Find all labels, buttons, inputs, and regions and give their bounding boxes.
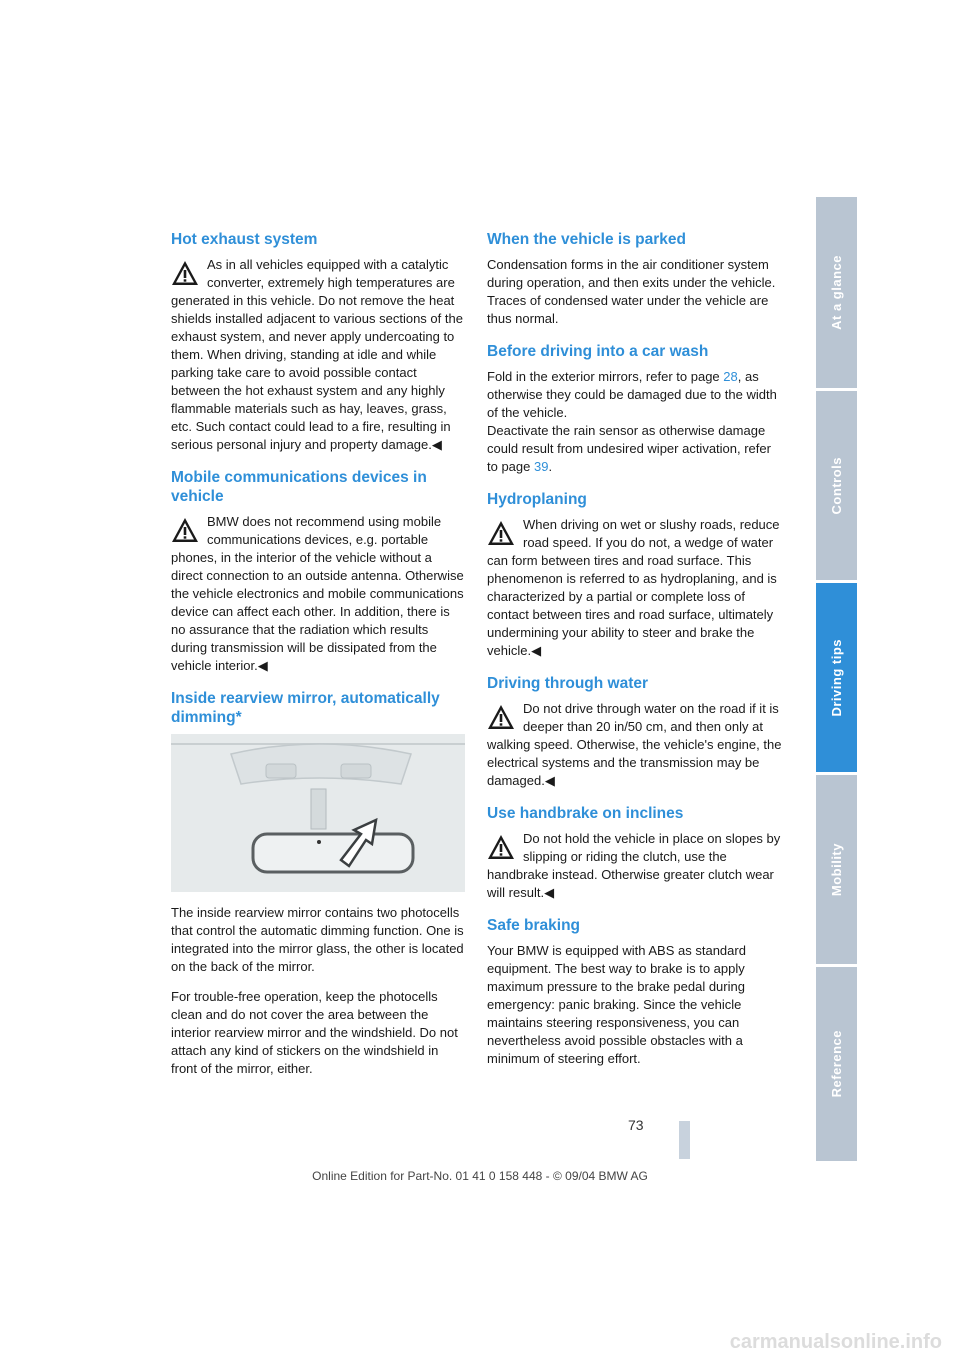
- text: Fold in the exterior mirrors, refer to page: [487, 369, 724, 384]
- footer-text: Online Edition for Part-No. 01 41 0 158 448 - © 09/04 BMW AG: [312, 1169, 648, 1183]
- warning-text: BMW does not recommend using mobile communications devices, e.g. portable phones, in the interior of the vehicle without a direct connection to an outside antenna. Otherwise the vehicle electronics and mobile communications device can affect each other. In addition, there is no assurance that the radiation which results during transmission will be dissipated from the vehicle interior.◀: [171, 514, 464, 673]
- page-link-28[interactable]: 28: [723, 369, 738, 384]
- section-title: Inside rearview mirror, automatically dimming*: [171, 690, 440, 726]
- section-title: Hot exhaust system: [171, 231, 318, 248]
- warning-icon: [487, 704, 515, 730]
- section-title: Mobile communications devices in vehicle: [171, 469, 427, 505]
- warning-icon: [171, 260, 199, 286]
- page-link-39[interactable]: 39: [534, 459, 549, 474]
- rearview-mirror-illustration: [171, 734, 465, 892]
- text: .: [548, 459, 553, 474]
- tab-label: Mobility: [829, 842, 844, 897]
- section-vehicle-parked: [487, 230, 783, 328]
- tab-reference[interactable]: [816, 967, 857, 1161]
- warning-icon: [171, 517, 199, 543]
- section-title: Driving through water: [487, 675, 649, 692]
- section-car-wash: [487, 342, 783, 476]
- paragraph: Your BMW is equipped with ABS as standard equipment. The best way to brake is to apply maximum pressure to the brake pedal during emergency: panic braking. Since the vehicle maintains steering responsiveness, you can nevertheless avoid possible obstacles with a minimum of steering effort.: [487, 943, 746, 1066]
- mirror-drawing: [171, 734, 465, 892]
- tab-label: At a glance: [829, 255, 844, 330]
- section-title: When the vehicle is parked: [487, 231, 686, 248]
- section-title: Hydroplaning: [487, 491, 587, 508]
- chapter-sidebar: [816, 197, 857, 1161]
- tab-at-a-glance[interactable]: [816, 197, 857, 388]
- warning-block: [487, 700, 783, 790]
- warning-text: As in all vehicles equipped with a catalytic converter, extremely high temperatures are generated in this vehicle. Do not remove the heat shields installed adjacent to various sections of the exhaust system, and never apply undercoating to them. When driving, standing at idle and while parking take care to avoid possible contact between the hot exhaust system and any highly flammable materials such as hay, leaves, grass, etc. Such contact could lead to a fire, resulting in serious personal injury and property damage.◀: [171, 257, 463, 452]
- watermark: carmanualsonline.info: [729, 1331, 942, 1353]
- warning-text: Do not drive through water on the road if it is deeper than 20 in/50 cm, and then only at walking speed. Otherwise, the vehicle's engine, the electrical systems and the transmission may be damaged.◀: [487, 701, 782, 788]
- paragraph: [487, 422, 783, 476]
- tab-driving-tips[interactable]: [816, 583, 857, 772]
- warning-text: Do not hold the vehicle in place on slopes by slipping or riding the clutch, use the handbrake instead. Otherwise greater clutch wear will result.◀: [487, 831, 781, 900]
- page-marker: [679, 1121, 690, 1159]
- text: , as otherwise they could be damaged due to the width of the vehicle.: [487, 369, 777, 420]
- tab-controls[interactable]: [816, 391, 857, 580]
- section-safe-braking: [487, 916, 783, 1068]
- section-driving-through-water: [487, 674, 783, 790]
- section-handbrake: [487, 804, 783, 902]
- left-column: [171, 230, 467, 1092]
- text: Deactivate the rain sensor as otherwise damage could result from undesired wiper activation, refer to page: [487, 423, 771, 474]
- tab-label: Controls: [829, 456, 844, 515]
- paragraph: The inside rearview mirror contains two photocells that control the automatic dimming function. One is integrated into the mirror glass, the other is located on the back of the mirror.: [171, 905, 464, 974]
- section-hydroplaning: [487, 490, 783, 660]
- section-title: Use handbrake on inclines: [487, 805, 684, 822]
- page-number: 73: [628, 1117, 644, 1133]
- warning-icon: [487, 520, 515, 546]
- paragraph: [487, 368, 783, 422]
- section-title: Before driving into a car wash: [487, 343, 709, 360]
- section-hot-exhaust: [171, 230, 467, 454]
- warning-text: When driving on wet or slushy roads, reduce road speed. If you do not, a wedge of water can form between tires and road surface. This phenomenon is referred to as hydroplaning, and is characterized by a partial or complete loss of contact between tires and road surface, ultimately undermining your ability to steer and brake the vehicle.◀: [487, 517, 780, 658]
- right-column: [487, 230, 783, 1082]
- warning-icon: [487, 834, 515, 860]
- section-rearview-mirror: [171, 689, 467, 1078]
- warning-block: [171, 513, 467, 675]
- paragraph: Condensation forms in the air conditioner system during operation, and then exits under the vehicle. Traces of condensed water under the vehicle are thus normal.: [487, 257, 776, 326]
- warning-block: [171, 256, 467, 454]
- tab-label: Reference: [829, 1030, 844, 1098]
- warning-block: [487, 516, 783, 660]
- section-title: Safe braking: [487, 917, 581, 934]
- warning-block: [487, 830, 783, 902]
- paragraph: For trouble-free operation, keep the photocells clean and do not cover the area between the interior rearview mirror and the windshield. Do not attach any kind of stickers on the windshield in front of the mirror, either.: [171, 989, 458, 1076]
- tab-label: Driving tips: [829, 638, 844, 717]
- tab-mobility[interactable]: [816, 775, 857, 964]
- section-mobile-devices: [171, 468, 467, 675]
